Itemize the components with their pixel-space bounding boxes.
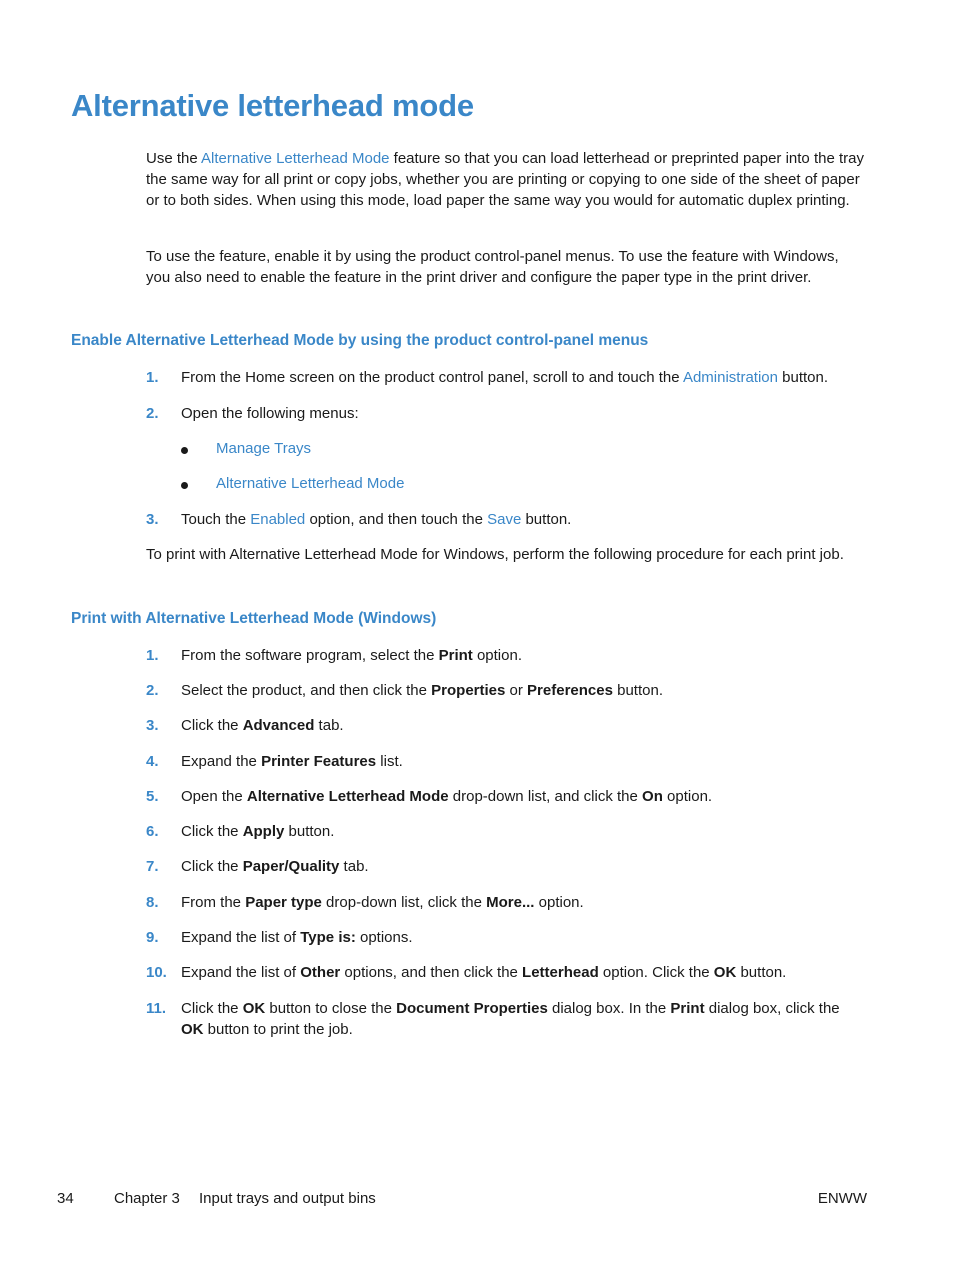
bridge-paragraph: To print with Alternative Letterhead Mode for Windows, perform the following procedure for each print job. [146, 546, 844, 563]
step-text: From the Home screen on the product control panel, scroll to and touch the Administration button. [181, 369, 829, 386]
step-number: 2. [146, 405, 159, 422]
step-item [146, 368, 866, 389]
step-text: Click the Advanced tab. [181, 717, 344, 734]
step-item [146, 787, 866, 808]
step-item [146, 963, 866, 984]
step-text: Expand the list of Other options, and then click the Letterhead option. Click the OK button. [181, 964, 787, 981]
step-number: 1. [146, 369, 159, 386]
step-item [146, 928, 866, 949]
step-text: From the software program, select the Print option. [181, 647, 522, 664]
footer-code: ENWW [817, 1190, 867, 1207]
section-heading-windows: Print with Alternative Letterhead Mode (Windows) [71, 610, 437, 627]
step-number: 3. [146, 511, 159, 528]
ui-term: Alternative Letterhead Mode [201, 150, 390, 167]
step-text: Select the product, and then click the Properties or Preferences button. [181, 682, 663, 699]
step-number: 7. [146, 858, 159, 875]
intro-paragraph-2: To use the feature, enable it by using the product control-panel menus. To use the feature with Windows, you also need to enable the feature in the print driver and configure the paper type in the print driver. [146, 248, 839, 286]
step-item [146, 999, 866, 1040]
step-item [146, 646, 866, 667]
step-item [146, 716, 866, 737]
step-item [146, 404, 866, 425]
menu-name: Alternative Letterhead Mode [216, 475, 405, 492]
step-number: 5. [146, 788, 159, 805]
menu-name: Manage Trays [216, 440, 312, 457]
step-text: Expand the list of Type is: options. [181, 929, 413, 946]
step-text: From the Paper type drop-down list, click the More... option. [181, 894, 584, 911]
step-item [146, 681, 866, 702]
step-item [146, 752, 866, 773]
footer-chapter-title: Input trays and output bins [199, 1190, 376, 1207]
step-number: 10. [146, 964, 167, 981]
step-text: Click the Paper/Quality tab. [181, 858, 369, 875]
bullet-item [181, 439, 311, 459]
step-number: 2. [146, 682, 159, 699]
step-text: Click the Apply button. [181, 823, 335, 840]
step-item [146, 822, 866, 843]
intro-paragraph-1: Use the Alternative Letterhead Mode feature so that you can load letterhead or preprinted paper into the tray the same way for all print or copy jobs, whether you are printing or copying to one side of the sheet of paper or to both sides. When using this mode, load paper the same way you would for automatic duplex printing. [146, 150, 864, 209]
footer-chapter: Chapter 3 [114, 1190, 180, 1207]
section-heading-control-panel: Enable Alternative Letterhead Mode by using the product control-panel menus [71, 332, 649, 349]
bullet-item [181, 474, 404, 494]
step-number: 8. [146, 894, 159, 911]
step-text: Open the following menus: [181, 405, 359, 422]
step-number: 3. [146, 717, 159, 734]
step-text: Open the Alternative Letterhead Mode drop-down list, and click the On option. [181, 788, 713, 805]
step-text: Click the OK button to close the Document Properties dialog box. In the Print dialog box, click the OK button to print the job. [181, 1000, 840, 1038]
step-text: Expand the Printer Features list. [181, 753, 403, 770]
step-number: 11. [146, 1000, 167, 1017]
step-item [146, 510, 866, 531]
bullet-dot-icon [181, 482, 188, 489]
step-number: 1. [146, 647, 159, 664]
step-item [146, 857, 866, 878]
bullet-dot-icon [181, 447, 188, 454]
step-number: 6. [146, 823, 159, 840]
step-item [146, 893, 866, 914]
step-text: Touch the Enabled option, and then touch the Save button. [181, 511, 572, 528]
footer-page-number: 34 [57, 1190, 74, 1207]
step-number: 9. [146, 929, 159, 946]
step-number: 4. [146, 753, 159, 770]
page-title: Alternative letterhead mode [71, 88, 474, 123]
